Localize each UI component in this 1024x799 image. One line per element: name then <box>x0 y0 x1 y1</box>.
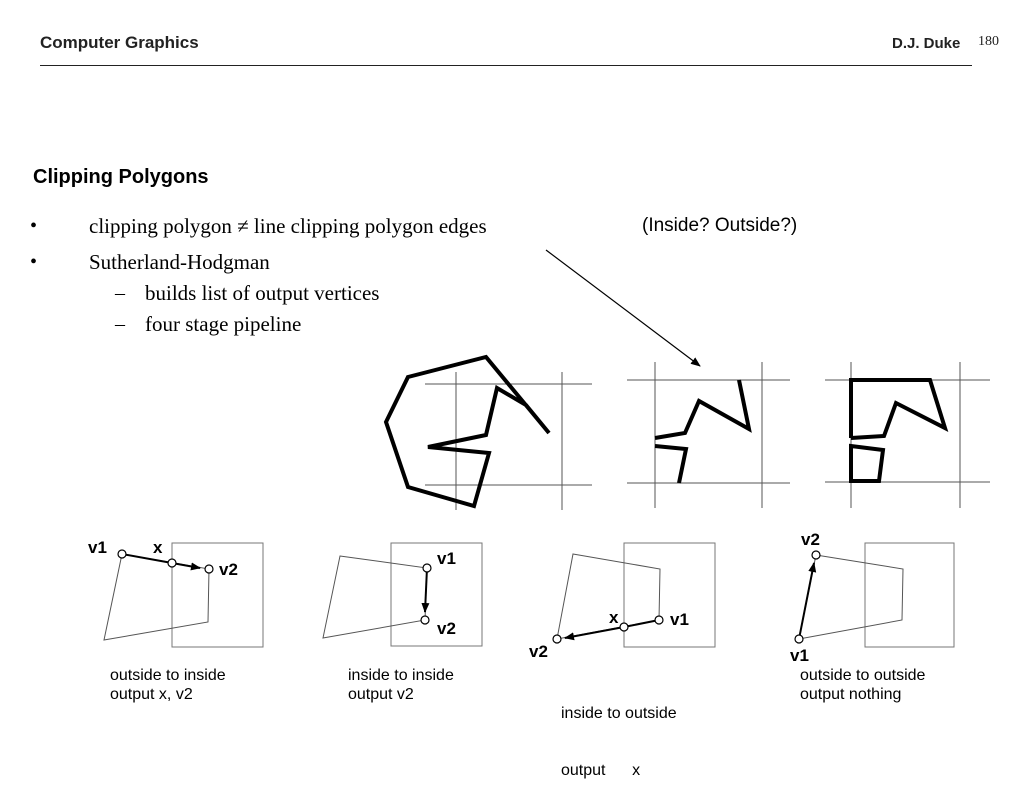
subbullet-text: four stage pipeline <box>145 312 302 336</box>
vertex-label: v1 <box>437 549 456 568</box>
bullet-marker: • <box>30 251 38 273</box>
slide-title: Clipping Polygons <box>33 166 209 188</box>
vertex-label: x <box>153 538 163 557</box>
case-inside-to-inside <box>323 543 482 646</box>
subbullet-marker: – <box>115 313 125 335</box>
vertex-label: v1 <box>790 646 809 665</box>
vertex-label: v1 <box>88 538 107 557</box>
vertex-label: v2 <box>529 642 548 661</box>
bullet-text: clipping polygon ≠ line clipping polygon edges <box>89 214 487 238</box>
case-caption: outside to outside output nothing <box>800 667 926 703</box>
case-outside-to-inside <box>88 538 263 647</box>
subbullet-marker: – <box>115 282 125 304</box>
course-title: Computer Graphics <box>40 33 199 52</box>
vertex-label: v2 <box>219 560 238 579</box>
vertex-label: x <box>609 608 619 627</box>
partial-clip-diagram <box>627 362 790 508</box>
case-caption: inside to inside output v2 <box>348 667 454 703</box>
case-caption: outside to inside output x, v2 <box>110 667 226 703</box>
vertex-label: v2 <box>801 530 820 549</box>
page-number: 180 <box>978 34 999 49</box>
vertex-label: v1 <box>670 610 689 629</box>
subbullet-text: builds list of output vertices <box>145 281 380 305</box>
case-outside-to-outside <box>790 530 954 665</box>
case-caption: inside to outside output x <box>561 705 677 779</box>
bullet-text: Sutherland-Hodgman <box>89 250 270 274</box>
bullet-marker: • <box>30 215 38 237</box>
pointer-arrow <box>546 250 700 366</box>
author-name: D.J. Duke <box>892 35 961 52</box>
inside-outside-note: (Inside? Outside?) <box>642 215 798 236</box>
full-clip-diagram <box>825 362 990 508</box>
vertex-label: v2 <box>437 619 456 638</box>
case-inside-to-outside <box>529 543 715 661</box>
original-polygon-diagram <box>386 357 592 510</box>
